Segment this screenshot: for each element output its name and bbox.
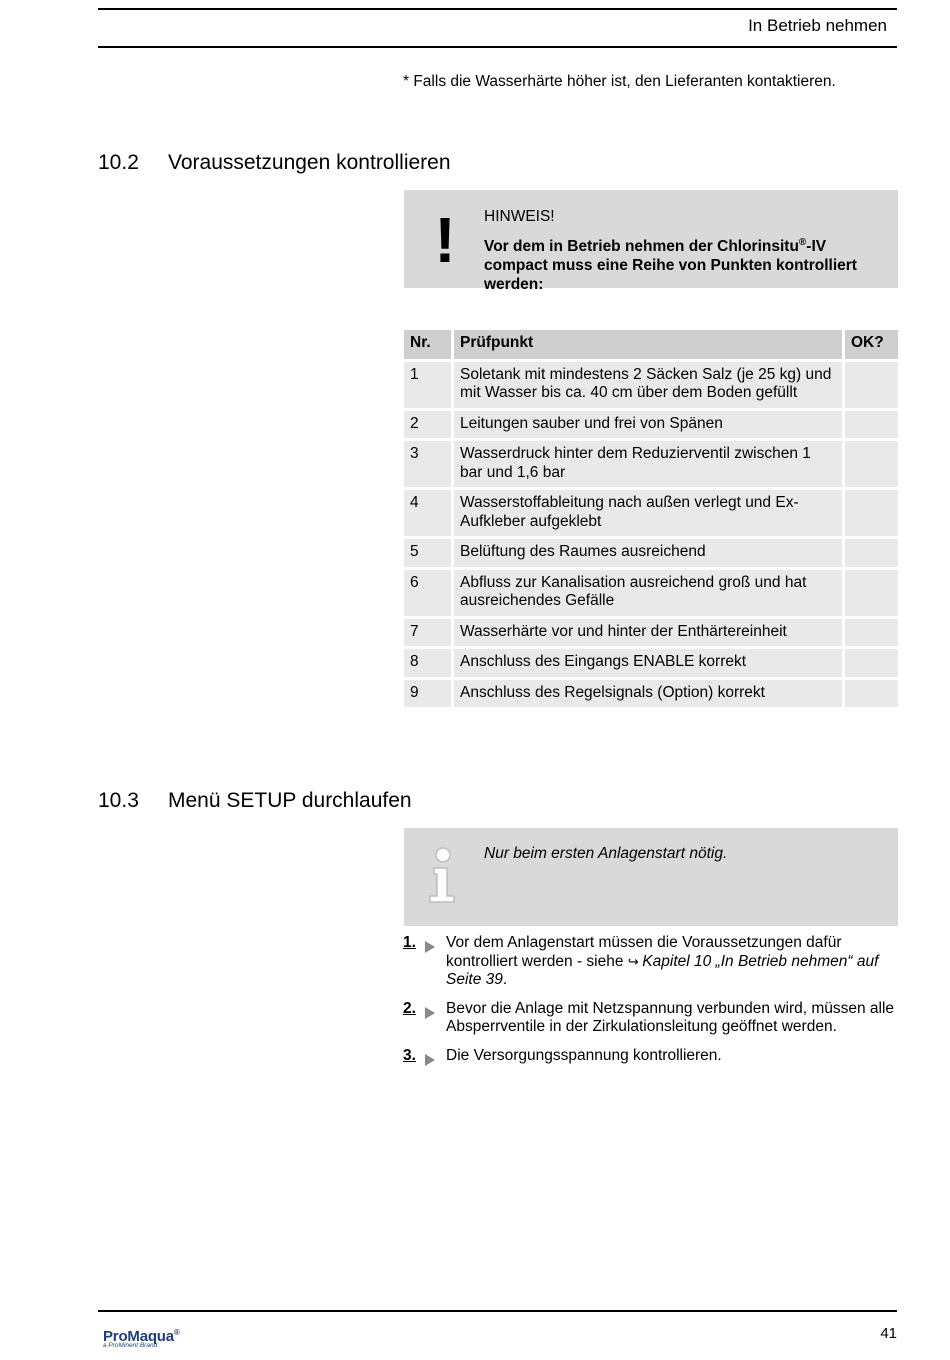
footer-rule [98,1310,897,1312]
section-title: Menü SETUP durchlaufen [168,789,412,812]
section-number: 10.2 [98,151,139,174]
logo-part2: Maqua [127,1328,174,1345]
header-top-rule [98,8,897,10]
footnote: * Falls die Wasserhärte höher ist, den Lieferanten kontaktieren. [403,73,836,90]
table-row [404,649,898,677]
info-box [404,828,898,926]
table-row [404,490,898,536]
step-list [403,934,903,1075]
row-number: 5 [404,539,451,567]
header-bottom-rule [98,46,897,48]
row-number: 3 [404,441,451,487]
step-item [403,1000,903,1037]
step-text: Die Versorgungsspannung kontrollieren. [446,1046,722,1064]
row-ok-checkbox-cell[interactable] [845,490,898,536]
row-ok-checkbox-cell[interactable] [845,570,898,616]
step-text-suffix: . [502,971,508,988]
step-arrow-icon [425,941,435,953]
promaqua-logo [103,1328,180,1349]
page-number: 41 [880,1325,897,1342]
cross-reference-icon: ↪ [627,953,643,969]
row-ok-checkbox-cell[interactable] [845,539,898,567]
registered-mark: ® [798,237,807,248]
step-number: 3. [403,1046,416,1064]
step-item [403,934,903,990]
row-number: 8 [404,649,451,677]
checklist-table [401,327,901,710]
row-ok-checkbox-cell[interactable] [845,619,898,647]
cross-reference-link[interactable]: Kapitel 10 „In Betrieb nehmen“ auf Seite 39 [446,952,879,988]
logo-part1: Pro [103,1328,128,1345]
row-checkpoint: Wasserstoffableitung nach außen verlegt und Ex-Aufkleber aufgeklebt [454,490,842,536]
row-checkpoint: Soletank mit mindestens 2 Säcken Salz (je 25 kg) und mit Wasser bis ca. 40 cm über dem Boden gefüllt [454,362,842,408]
row-ok-checkbox-cell[interactable] [845,441,898,487]
section-heading-10-3 [98,789,412,813]
header-title: In Betrieb nehmen [748,16,887,35]
notice-text-part: Vor dem in Betrieb nehmen der Chlorinsitu [484,238,799,256]
row-checkpoint: Wasserhärte vor und hinter der Enthärtereinheit [454,619,842,647]
step-text: Vor dem Anlagenstart müssen die Voraussetzungen dafür kontrolliert werden - siehe [446,934,842,970]
row-number: 9 [404,680,451,708]
table-row [404,619,898,647]
step-number: 1. [403,934,416,951]
step-arrow-icon [425,1054,435,1066]
row-ok-checkbox-cell[interactable] [845,362,898,408]
table-row [404,680,898,708]
row-number: 1 [404,362,451,408]
step-number: 2. [403,999,416,1017]
row-checkpoint: Leitungen sauber und frei von Spänen [454,411,842,439]
step-arrow-icon [425,1007,435,1019]
row-ok-checkbox-cell[interactable] [845,680,898,708]
row-number: 2 [404,411,451,439]
header-nr: Nr. [404,330,451,359]
section-heading-10-2 [98,151,451,175]
row-checkpoint: Belüftung des Raumes ausreichend [454,539,842,567]
table-row [404,539,898,567]
row-ok-checkbox-cell[interactable] [845,649,898,677]
row-checkpoint: Anschluss des Regelsignals (Option) korrekt [454,680,842,708]
header-ok: OK? [845,330,898,359]
table-header-row [404,330,898,359]
row-number: 4 [404,490,451,536]
table-row [404,362,898,408]
row-number: 7 [404,619,451,647]
row-checkpoint: Anschluss des Eingangs ENABLE korrekt [454,649,842,677]
info-icon [426,846,460,904]
section-title: Voraussetzungen kontrollieren [168,151,451,174]
header-point: Prüfpunkt [454,330,842,359]
table-row [404,411,898,439]
notice-text [484,233,889,294]
table-row [404,441,898,487]
table-row [404,570,898,616]
exclamation-icon: ! [434,204,456,276]
logo-tagline: a ProMinent Brand [103,1342,158,1349]
step-item [403,1047,903,1066]
logo-registered: ® [173,1328,180,1337]
row-checkpoint: Wasserdruck hinter dem Reduzierventil zwischen 1 bar und 1,6 bar [454,441,842,487]
row-ok-checkbox-cell[interactable] [845,411,898,439]
info-text: Nur beim ersten Anlagenstart nötig. [484,845,728,862]
step-text: Bevor die Anlage mit Netzspannung verbunden wird, müssen alle Absperrventile in der Zirkulationsleitung geöffnet werden. [446,999,895,1035]
section-number: 10.3 [98,789,139,812]
notice-text-part: -IV compact muss eine Reihe von Punkten kontrolliert werden: [484,238,857,294]
row-checkpoint: Abfluss zur Kanalisation ausreichend groß und hat ausreichendes Gefälle [454,570,842,616]
notice-label: HINWEIS! [484,208,555,225]
row-number: 6 [404,570,451,616]
